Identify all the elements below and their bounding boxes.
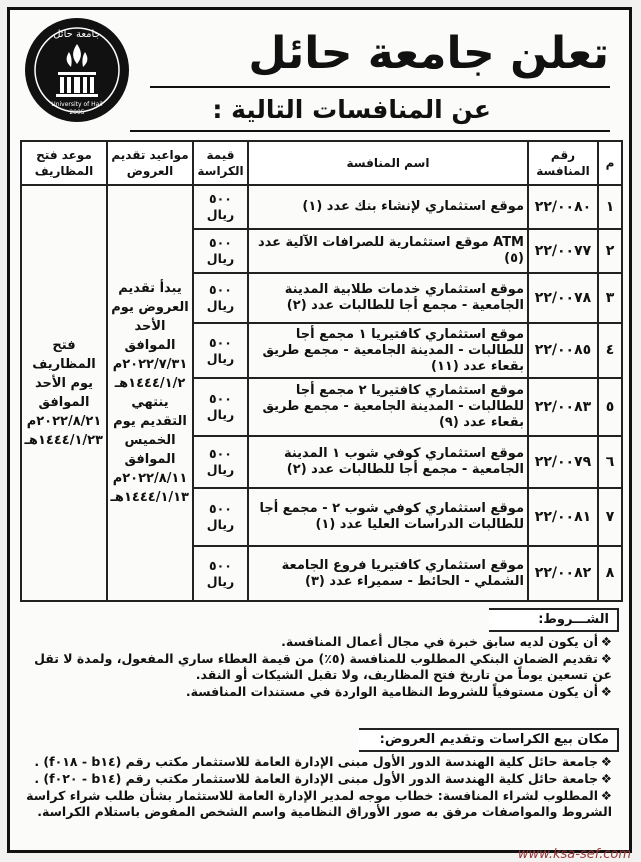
row-tender-name: موقع استثماري كافتيريا ٢ مجمع أجا للطالبات - المدينة الجامعية - مجمع طريق بقعاء عدد (٩) — [248, 378, 528, 436]
row-tender-number: ٢٢/٠٠٨٣ — [528, 378, 598, 436]
row-tender-name: موقع استثماري كافتيريا ١ مجمع أجا للطالبات - المدينة الجامعية - مجمع طريق بقعاء عدد (١١) — [248, 323, 528, 378]
headline: تعلن جامعة حائل — [248, 28, 609, 79]
condition-text: أن يكون لديه سابق خبرة في مجال أعمال المنافسة. — [281, 634, 598, 649]
row-num: ٧ — [598, 488, 622, 546]
sales-title: مكان بيع الكراسات وتقديم العروض: — [359, 728, 619, 752]
conditions-list — [22, 634, 612, 701]
logo-year: 2005 — [69, 109, 85, 116]
row-num: ٣ — [598, 273, 622, 323]
row-price: ٥٠٠ ريال — [193, 185, 248, 229]
diamond-bullet-icon: ❖ — [600, 771, 612, 786]
row-num: ٥ — [598, 378, 622, 436]
row-tender-number: ٢٢/٠٠٧٨ — [528, 273, 598, 323]
header-num: م — [598, 141, 622, 185]
list-item — [22, 788, 612, 820]
subheading: عن المنافسات التالية : — [212, 95, 491, 124]
row-num: ٢ — [598, 229, 622, 273]
row-price: ٥٠٠ ريال — [193, 436, 248, 488]
table-row — [21, 185, 622, 229]
row-tender-number: ٢٢/٠٠٨٠ — [528, 185, 598, 229]
offer-dates-cell: يبدأ تقديم العروض يوم الأحد الموافق ٢٠٢٢/٧/٣١م ١٤٤٤/١/٢هـ ينتهي التقديم يوم الخميس الموافق ٢٠٢٢/٨/١١م ١٤٤٤/١/١٣هـ — [107, 185, 193, 601]
row-price: ٥٠٠ ريال — [193, 488, 248, 546]
row-tender-number: ٢٢/٠٠٨١ — [528, 488, 598, 546]
header-booklet-price: قيمة الكراسة — [193, 141, 248, 185]
header-tender-name: اسم المنافسة — [248, 141, 528, 185]
row-tender-name: موقع استثماري كوفي شوب ٢ - مجمع أجا للطالبات الدراسات العليا عدد (١) — [248, 488, 528, 546]
row-tender-name: ATM موقع استثمارية للصرافات الآلية عدد (٥) — [248, 229, 528, 273]
table-header-row — [21, 141, 622, 185]
diamond-bullet-icon: ❖ — [600, 754, 612, 769]
header-tender-number: رقم المنافسة — [528, 141, 598, 185]
university-logo — [22, 14, 132, 126]
site-watermark: www.ksa-sef.com — [517, 847, 631, 862]
row-tender-number: ٢٢/٠٠٧٩ — [528, 436, 598, 488]
list-item — [22, 684, 612, 700]
row-tender-number: ٢٢/٠٠٧٧ — [528, 229, 598, 273]
row-price: ٥٠٠ ريال — [193, 546, 248, 601]
row-price: ٥٠٠ ريال — [193, 323, 248, 378]
row-tender-name: موقع استثماري لإنشاء بنك عدد (١) — [248, 185, 528, 229]
tenders-table — [20, 140, 623, 602]
list-item — [22, 754, 612, 770]
row-tender-number: ٢٢/٠٠٨٥ — [528, 323, 598, 378]
header-opening-date: موعد فتح المظاريف — [21, 141, 107, 185]
diamond-bullet-icon: ❖ — [600, 788, 612, 803]
opening-date-cell: فتح المظاريف يوم الأحد الموافق ٢٠٢٢/٨/٢١م ١٤٤٤/١/٢٣هـ — [21, 185, 107, 601]
condition-text: أن يكون مستوفياً للشروط النظامية الواردة في مستندات المنافسة. — [185, 684, 598, 699]
row-num: ١ — [598, 185, 622, 229]
headline-rule — [150, 86, 610, 88]
row-price: ٥٠٠ ريال — [193, 229, 248, 273]
list-item — [22, 771, 612, 787]
sales-list — [22, 754, 612, 821]
row-price: ٥٠٠ ريال — [193, 273, 248, 323]
row-tender-number: ٢٢/٠٠٨٢ — [528, 546, 598, 601]
diamond-bullet-icon: ❖ — [600, 634, 612, 649]
list-item — [22, 651, 612, 683]
row-num: ٤ — [598, 323, 622, 378]
row-tender-name: موقع استثماري كوفي شوب ١ المدينة الجامعية - مجمع أجا للطالبات عدد (٢) — [248, 436, 528, 488]
header-offer-dates: مواعيد تقديم العروض — [107, 141, 193, 185]
sales-text: المطلوب لشراء المنافسة: خطاب موجه لمدير الإدارة العامة للاستثمار بشأن طلب شراء كراسة الشروط والمواصفات مرفق به صور الأوراق النظامية واسم الشخص المفوض باستلام الكراسة. — [26, 788, 612, 819]
row-tender-name: موقع استثماري خدمات طلابية المدينة الجامعية - مجمع أجا للطالبات عدد (٢) — [248, 273, 528, 323]
list-item — [22, 634, 612, 650]
logo-text-top: جامعة حائل — [53, 29, 101, 40]
subhead-rule — [130, 130, 610, 132]
condition-text: تقديم الضمان البنكي المطلوب للمنافسة (٥٪) من قيمة العطاء ساري المفعول، ولمدة لا تقل عن تسعين يوماً من تاريخ فتح المظاريف، ولا تقبل الشيكات أو النقد. — [34, 651, 612, 682]
sales-text: جامعة حائل كلية الهندسة الدور الأول مبنى الإدارة العامة للاستثمار مكتب رقم (b١٤ - f٠٢٠) . — [34, 771, 598, 786]
diamond-bullet-icon: ❖ — [600, 651, 612, 666]
row-num: ٦ — [598, 436, 622, 488]
diamond-bullet-icon: ❖ — [600, 684, 612, 699]
row-num: ٨ — [598, 546, 622, 601]
conditions-title: الشـــروط: — [489, 608, 619, 632]
row-price: ٥٠٠ ريال — [193, 378, 248, 436]
row-tender-name: موقع استثماري كافتيريا فروع الجامعة الشملي - الحائط - سميراء عدد (٣) — [248, 546, 528, 601]
sales-text: جامعة حائل كلية الهندسة الدور الأول مبنى الإدارة العامة للاستثمار مكتب رقم (b١٤ - f٠١٨) . — [34, 754, 598, 769]
logo-text-bottom: University of Hail — [51, 101, 103, 108]
